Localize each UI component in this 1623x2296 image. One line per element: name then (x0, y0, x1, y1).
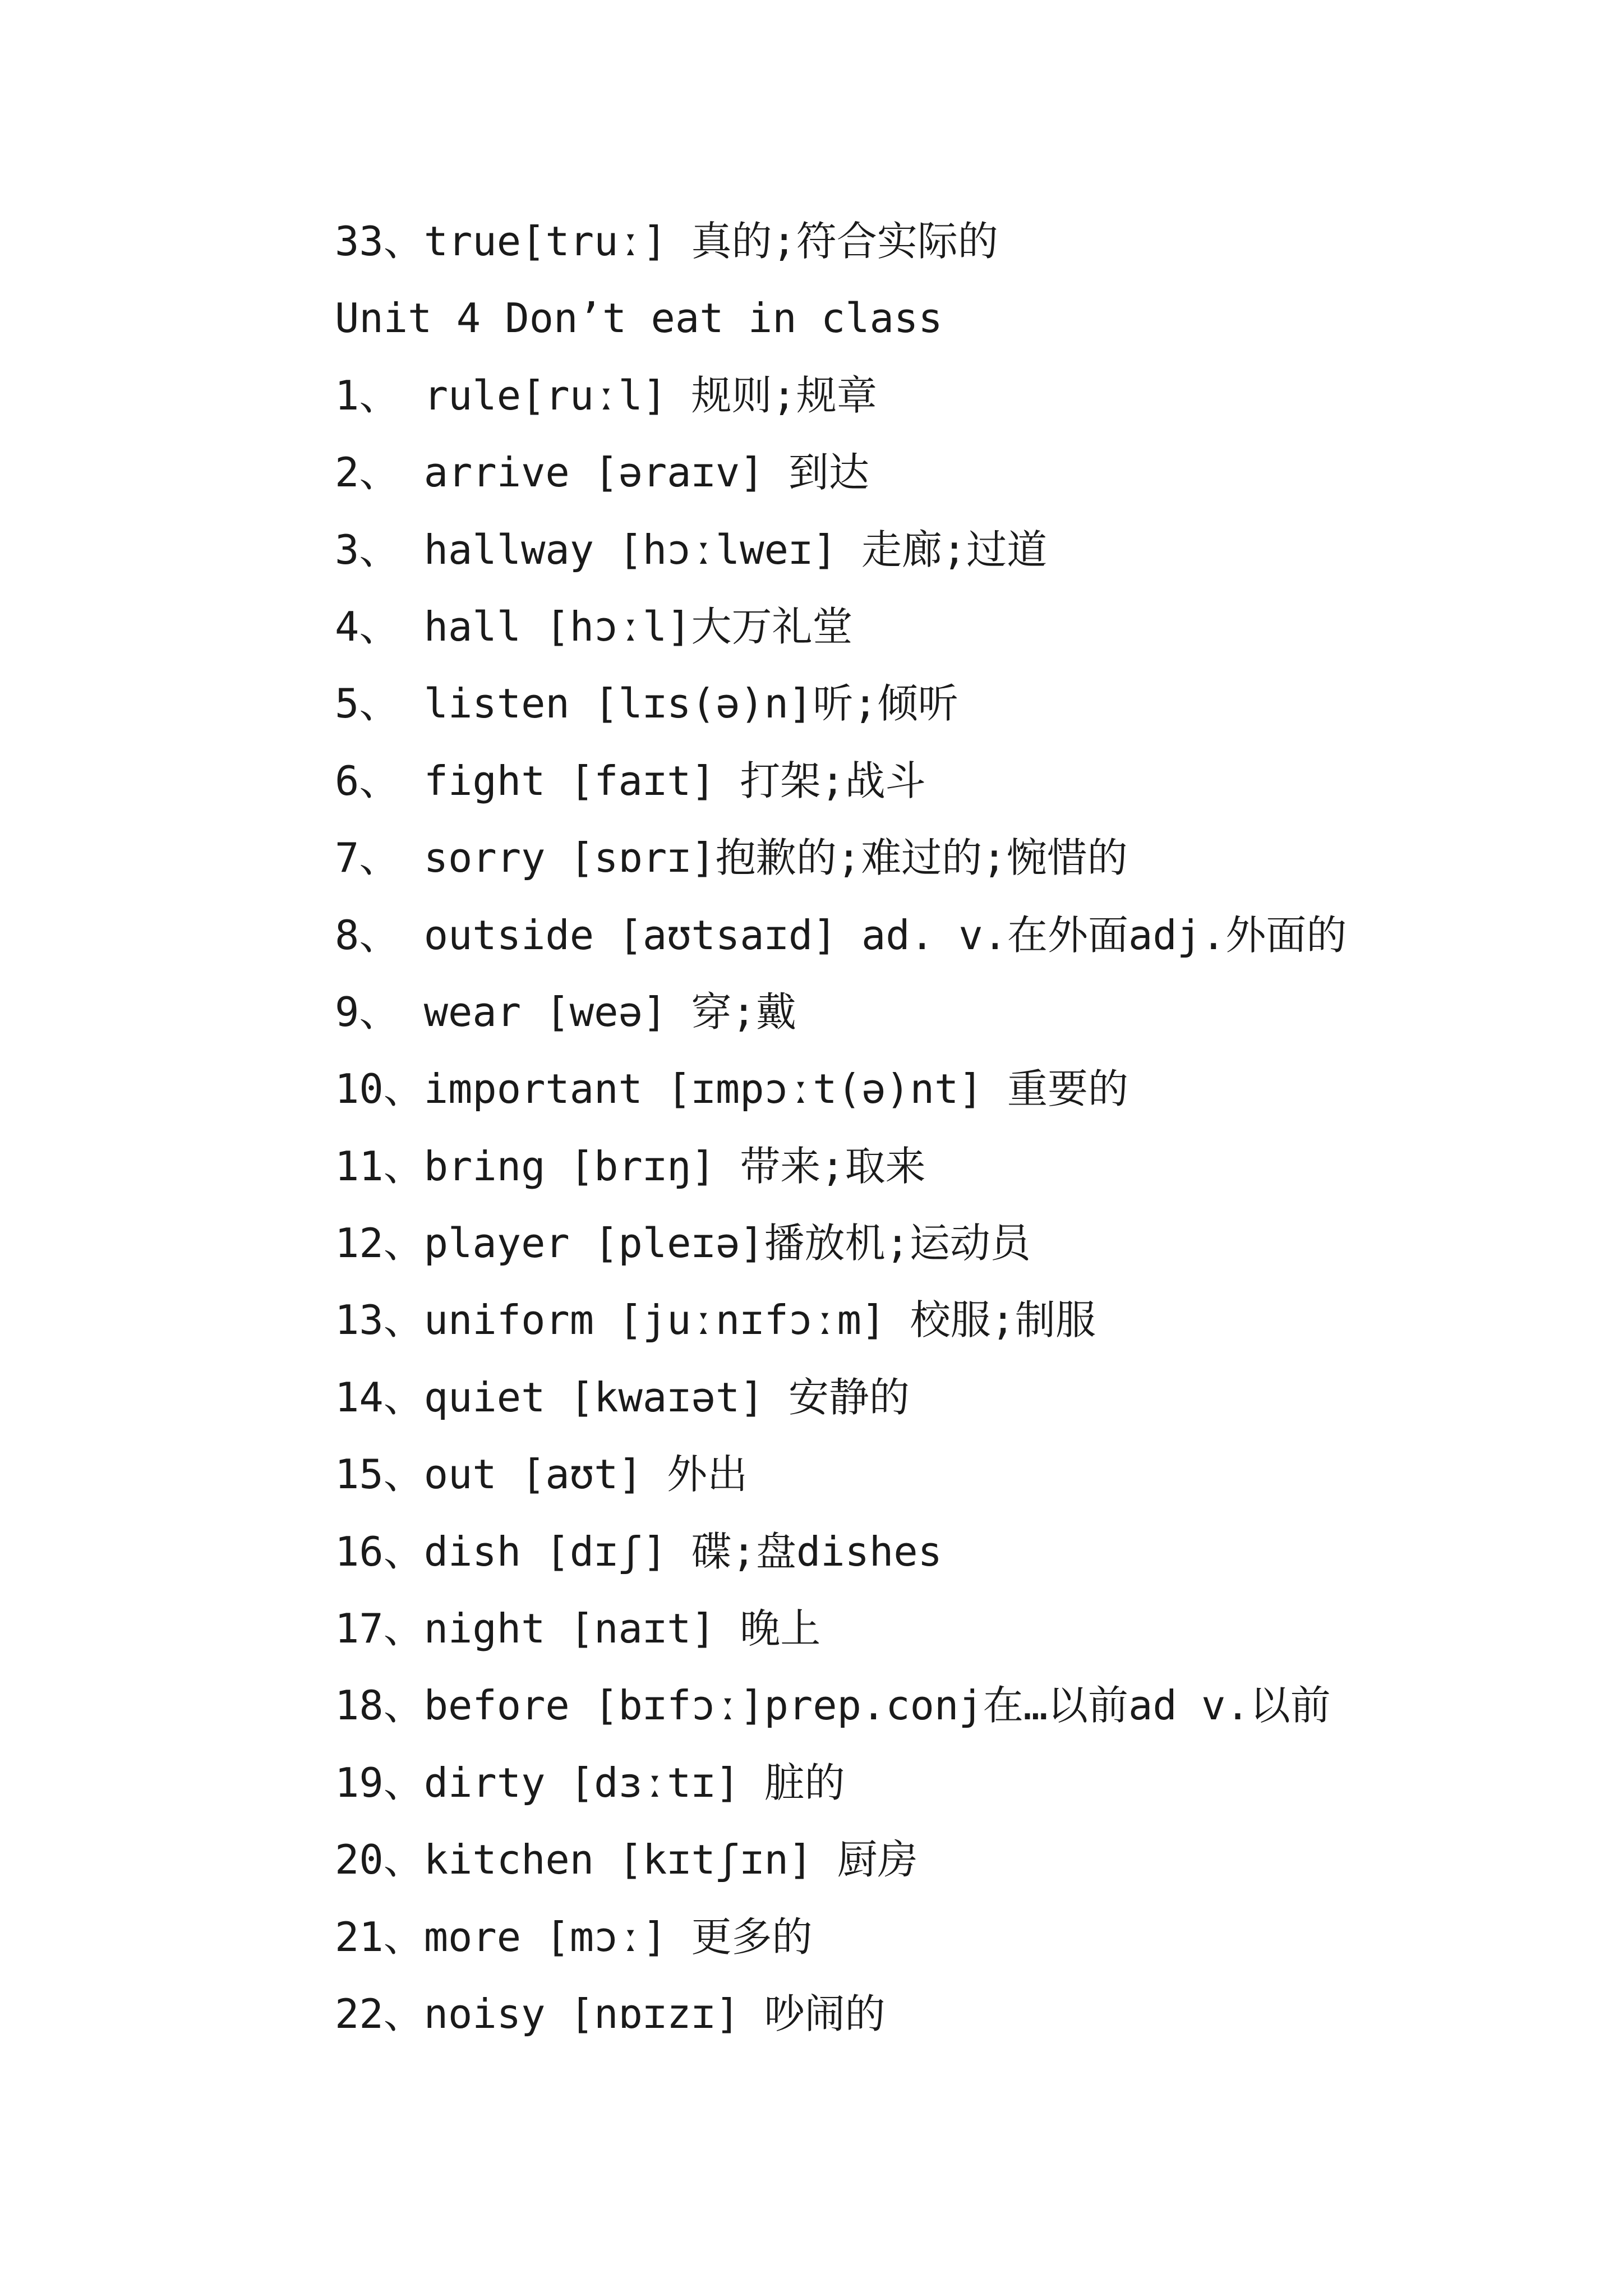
entry-7-sorry: 7、 sorry [sɒrɪ]抱歉的;难过的;惋惜的 (335, 834, 1128, 882)
entry-4-hall: 4、 hall [hɔːl]大万礼堂 (335, 602, 853, 650)
entry-21-more: 21、more [mɔː] 更多的 (335, 1913, 813, 1961)
entry-8-outside: 8、 outside [aʊtsaɪd] ad. v.在外面adj.外面的 (335, 911, 1347, 959)
entry-11-bring: 11、bring [brɪŋ] 带来;取来 (335, 1142, 926, 1190)
vocabulary-list (335, 213, 1569, 2063)
entry-20-kitchen: 20、kitchen [kɪtʃɪn] 厨房 (335, 1836, 918, 1884)
entry-10-important: 10、important [ɪmpɔːt(ə)nt] 重要的 (335, 1065, 1129, 1113)
entry-15-out: 15、out [aʊt] 外出 (335, 1451, 748, 1498)
entry-3-hallway: 3、 hallway [hɔːlweɪ] 走廊;过道 (335, 526, 1048, 573)
entry-5-listen: 5、 listen [lɪs(ə)n]听;倾听 (335, 680, 958, 728)
entry-18-before: 18、before [bɪfɔː]prep.conj在…以前ad v.以前 (335, 1682, 1331, 1729)
entry-14-quiet: 14、quiet [kwaɪət] 安静的 (335, 1373, 910, 1421)
entry-16-dish: 16、dish [dɪʃ] 碟;盘dishes (335, 1527, 942, 1575)
unit-heading: Unit 4 Don’t eat in class (335, 295, 943, 342)
entry-1-rule: 1、 rule[ruːl] 规则;规章 (335, 371, 877, 419)
entry-19-dirty: 19、dirty [dɜːtɪ] 脏的 (335, 1759, 845, 1806)
entry-2-arrive: 2、 arrive [əraɪv] 到达 (335, 449, 869, 496)
entry-33-true: 33、true[truː] 真的;符合实际的 (335, 218, 998, 265)
entry-22-noisy: 22、noisy [nɒɪzɪ] 吵闹的 (335, 1990, 886, 2037)
entry-17-night: 17、night [naɪt] 晚上 (335, 1605, 821, 1653)
entry-9-wear: 9、 wear [weə] 穿;戴 (335, 988, 796, 1036)
entry-13-uniform: 13、uniform [juːnɪfɔːm] 校服;制服 (335, 1296, 1096, 1344)
entry-12-player: 12、player [pleɪə]播放机;运动员 (335, 1220, 1031, 1267)
entry-6-fight: 6、 fight [faɪt] 打架;战斗 (335, 757, 926, 804)
